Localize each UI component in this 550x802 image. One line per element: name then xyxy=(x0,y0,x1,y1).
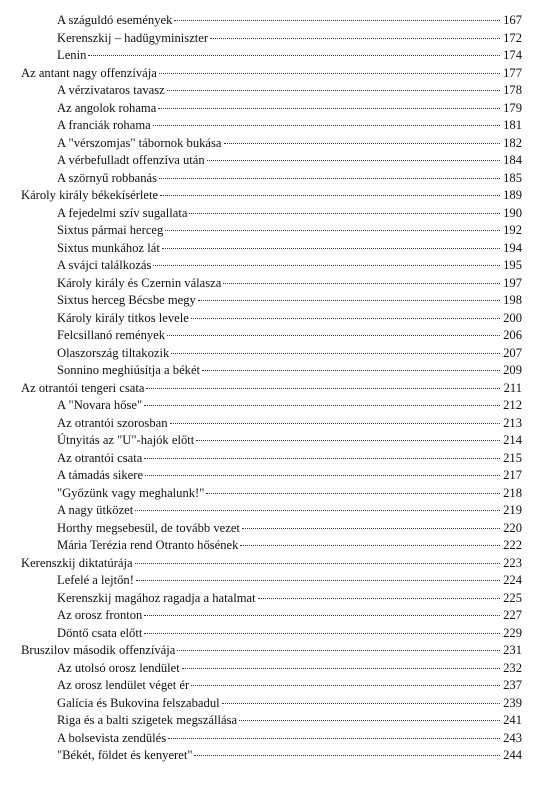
toc-entry-page-number: 190 xyxy=(503,205,522,220)
toc-entry xyxy=(57,398,522,415)
toc-entry-title: Károly király békekísérlete xyxy=(21,188,159,202)
toc-entry-title: A támadás sikere xyxy=(57,468,144,482)
toc-entry-page-number: 209 xyxy=(503,363,522,377)
toc-entry-page-number: 227 xyxy=(503,608,522,622)
dot-leader xyxy=(224,143,500,144)
toc-entry-page-number: 232 xyxy=(503,660,522,675)
toc-entry-page-number: 218 xyxy=(503,485,522,500)
toc-entry-title: "Békét, földet és kenyeret" xyxy=(57,748,193,762)
toc-entry-title: A vérzivataros tavasz xyxy=(57,83,165,97)
toc-entry xyxy=(57,83,522,100)
dot-leader xyxy=(158,108,500,109)
toc-entry xyxy=(57,678,522,695)
dot-leader xyxy=(242,528,500,529)
dot-leader xyxy=(210,38,500,39)
toc-entry-title: Riga és a balti szigetek megszállása xyxy=(57,713,238,727)
toc-entry xyxy=(57,573,522,590)
toc-entry-page-number: 177 xyxy=(503,65,522,80)
toc-entry-page-number: 195 xyxy=(503,258,522,272)
toc-entry-page-number: 181 xyxy=(503,118,522,132)
dot-leader xyxy=(206,493,500,494)
toc-entry-page-number: 219 xyxy=(503,503,522,517)
toc-entry xyxy=(57,416,522,433)
toc-entry-page-number: 212 xyxy=(503,398,522,412)
toc-entry-title: Sixtus munkához lát xyxy=(57,240,160,255)
toc-entry-page-number: 214 xyxy=(503,433,522,447)
dot-leader xyxy=(167,335,500,336)
toc-entry-page-number: 229 xyxy=(503,625,522,640)
toc-entry-page-number: 222 xyxy=(503,538,522,552)
dot-leader xyxy=(136,580,500,581)
dot-leader xyxy=(196,440,500,441)
toc-entry xyxy=(57,48,522,65)
toc-entry xyxy=(57,608,522,625)
toc-entry-title: Az otrantói tengeri csata xyxy=(21,380,145,395)
toc-entry-page-number: 213 xyxy=(503,415,522,430)
toc-entry xyxy=(57,258,522,275)
toc-entry xyxy=(57,206,522,223)
toc-entry-title: Lefelé a lejtőn! xyxy=(57,573,134,587)
toc-entry-title: Horthy megsebesül, de tovább vezet xyxy=(57,520,240,535)
toc-entry-page-number: 231 xyxy=(503,643,522,657)
toc-entry xyxy=(57,748,522,765)
toc-entry xyxy=(57,538,522,555)
toc-entry xyxy=(57,591,522,608)
toc-entry xyxy=(57,153,522,170)
toc-entry-page-number: 241 xyxy=(503,713,522,727)
toc-entry-page-number: 172 xyxy=(503,30,522,45)
toc-entry-title: Bruszilov második offenzívája xyxy=(21,643,176,657)
toc-entry-page-number: 237 xyxy=(503,678,522,692)
toc-entry-title: Sixtus pármai herceg xyxy=(57,223,164,237)
toc-section-entry xyxy=(21,643,522,660)
dot-leader xyxy=(198,300,500,301)
toc-entry-title: A száguldó események xyxy=(57,13,173,27)
toc-entry xyxy=(57,293,522,310)
toc-entry-page-number: 225 xyxy=(503,590,522,605)
toc-entry-title: Kerenszkij diktatúrája xyxy=(21,555,133,570)
dot-leader xyxy=(171,353,500,354)
toc-entry-page-number: 192 xyxy=(503,223,522,237)
toc-entry-title: Károly király titkos levele xyxy=(57,310,189,325)
toc-section-entry xyxy=(21,66,522,83)
toc-entry-title: A fejedelmi szív sugallata xyxy=(57,205,188,220)
dot-leader xyxy=(162,248,500,249)
dot-leader xyxy=(165,230,500,231)
toc-entry-page-number: 239 xyxy=(503,695,522,710)
dot-leader xyxy=(223,283,500,284)
toc-entry-page-number: 184 xyxy=(503,153,522,167)
toc-entry-page-number: 179 xyxy=(503,100,522,115)
dot-leader xyxy=(160,195,500,196)
toc-entry-title: Az antant nagy offenzívája xyxy=(21,65,157,80)
toc-entry-page-number: 207 xyxy=(503,345,522,360)
toc-entry-page-number: 200 xyxy=(503,310,522,325)
toc-entry xyxy=(57,696,522,713)
toc-entry-page-number: 185 xyxy=(503,170,522,185)
toc-section-entry xyxy=(21,556,522,573)
toc-entry-title: Olaszország tiltakozik xyxy=(57,345,170,360)
toc-entry xyxy=(57,713,522,730)
toc-entry-title: A nagy ütközet xyxy=(57,503,134,517)
toc-entry xyxy=(57,31,522,48)
dot-leader xyxy=(135,563,500,564)
dot-leader xyxy=(144,405,500,406)
toc-entry-title: Sonnino meghiúsítja a békét xyxy=(57,363,201,377)
toc-entry xyxy=(57,171,522,188)
dot-leader xyxy=(174,20,500,21)
toc-entry-page-number: 220 xyxy=(503,520,522,535)
dot-leader xyxy=(168,738,500,739)
dot-leader xyxy=(191,685,500,686)
toc-entry-title: Az otrantói szorosban xyxy=(57,415,168,430)
toc-entry-title: Kerenszkij magához ragadja a hatalmat xyxy=(57,590,256,605)
toc-entry-page-number: 198 xyxy=(503,293,522,307)
dot-leader xyxy=(189,213,500,214)
toc-entry xyxy=(57,328,522,345)
toc-entry-title: A bolsevista zendülés xyxy=(57,730,167,745)
toc-entry xyxy=(57,433,522,450)
toc-entry-title: Károly király és Czernin válasza xyxy=(57,275,222,290)
toc-entry-page-number: 223 xyxy=(503,555,522,570)
toc-entry-page-number: 197 xyxy=(503,275,522,290)
toc-entry xyxy=(57,118,522,135)
toc-entry-page-number: 224 xyxy=(503,573,522,587)
toc-entry-title: Az angolok rohama xyxy=(57,100,157,115)
toc-entry-title: A franciák rohama xyxy=(57,118,151,132)
dot-leader xyxy=(159,73,500,74)
toc-entry-page-number: 244 xyxy=(503,748,522,762)
toc-entry xyxy=(57,13,522,30)
dot-leader xyxy=(207,160,500,161)
toc-entry xyxy=(57,731,522,748)
toc-entry xyxy=(57,241,522,258)
toc-entry-title: Az orosz lendület véget ér xyxy=(57,678,190,692)
toc-entry-title: Felcsillanó remények xyxy=(57,328,166,342)
toc-entry-page-number: 194 xyxy=(503,240,522,255)
toc-entry-title: Döntő csata előtt xyxy=(57,625,143,640)
toc-entry-page-number: 167 xyxy=(503,13,522,27)
dot-leader xyxy=(239,720,500,721)
toc-entry xyxy=(57,346,522,363)
toc-entry-page-number: 243 xyxy=(503,730,522,745)
dot-leader xyxy=(88,55,500,56)
toc-section-entry xyxy=(21,381,522,398)
dot-leader xyxy=(135,510,500,511)
toc-entry xyxy=(57,626,522,643)
dot-leader xyxy=(153,125,500,126)
toc-entry-page-number: 215 xyxy=(503,450,522,465)
dot-leader xyxy=(191,318,500,319)
toc-entry-title: Kerenszkij – hadügyminiszter xyxy=(57,30,209,45)
toc-entry xyxy=(57,101,522,118)
toc-entry xyxy=(57,521,522,538)
toc-entry-title: A szörnyű robbanás xyxy=(57,170,158,185)
toc-entry xyxy=(57,311,522,328)
toc-entry-title: A "Novara hőse" xyxy=(57,398,143,412)
dot-leader xyxy=(194,755,500,756)
toc-entry xyxy=(57,661,522,678)
dot-leader xyxy=(145,475,500,476)
toc-entry xyxy=(57,468,522,485)
toc-entry xyxy=(57,486,522,503)
dot-leader xyxy=(182,668,500,669)
toc-entry-page-number: 206 xyxy=(503,328,522,342)
toc-entry-title: Galícia és Bukovina felszabadul xyxy=(57,695,220,710)
toc-section-entry xyxy=(21,188,522,205)
toc-entry-page-number: 217 xyxy=(503,468,522,482)
toc-entry-page-number: 174 xyxy=(503,48,522,62)
dot-leader xyxy=(222,703,500,704)
toc-entry-title: A svájci találkozás xyxy=(57,258,152,272)
toc-entry-title: A vérbefulladt offenzíva után xyxy=(57,153,205,167)
dot-leader xyxy=(170,423,500,424)
dot-leader xyxy=(144,633,500,634)
toc-entry-page-number: 178 xyxy=(503,83,522,97)
toc-entry-title: Az orosz fronton xyxy=(57,608,143,622)
toc-entry xyxy=(57,276,522,293)
toc-entry-page-number: 182 xyxy=(503,135,522,150)
toc-entry xyxy=(57,223,522,240)
toc-entry xyxy=(57,136,522,153)
dot-leader xyxy=(240,545,500,546)
toc-entry-title: Útnyitás az "U"-hajók előtt xyxy=(57,433,195,447)
toc-entry-title: A "vérszomjas" tábornok bukása xyxy=(57,135,222,150)
dot-leader xyxy=(144,458,500,459)
dot-leader xyxy=(144,615,500,616)
toc-entry-title: Sixtus herceg Bécsbe megy xyxy=(57,293,196,307)
toc-entry-title: "Győzünk vagy meghalunk!" xyxy=(57,485,205,500)
toc-entry xyxy=(57,503,522,520)
dot-leader xyxy=(153,265,500,266)
toc-entry-title: Az otrantói csata xyxy=(57,450,143,465)
dot-leader xyxy=(159,178,500,179)
dot-leader xyxy=(177,650,500,651)
dot-leader xyxy=(167,90,500,91)
toc-entry xyxy=(57,363,522,380)
dot-leader xyxy=(258,598,500,599)
dot-leader xyxy=(202,370,500,371)
toc-entry xyxy=(57,451,522,468)
dot-leader xyxy=(146,388,500,389)
toc-entry-title: Lenin xyxy=(57,48,87,62)
toc-entry-page-number: 189 xyxy=(503,188,522,202)
toc-entry-title: Az utolsó orosz lendület xyxy=(57,660,180,675)
toc-entry-page-number: 211 xyxy=(503,380,522,395)
toc-entry-title: Mária Terézia rend Otranto hősének xyxy=(57,538,239,552)
